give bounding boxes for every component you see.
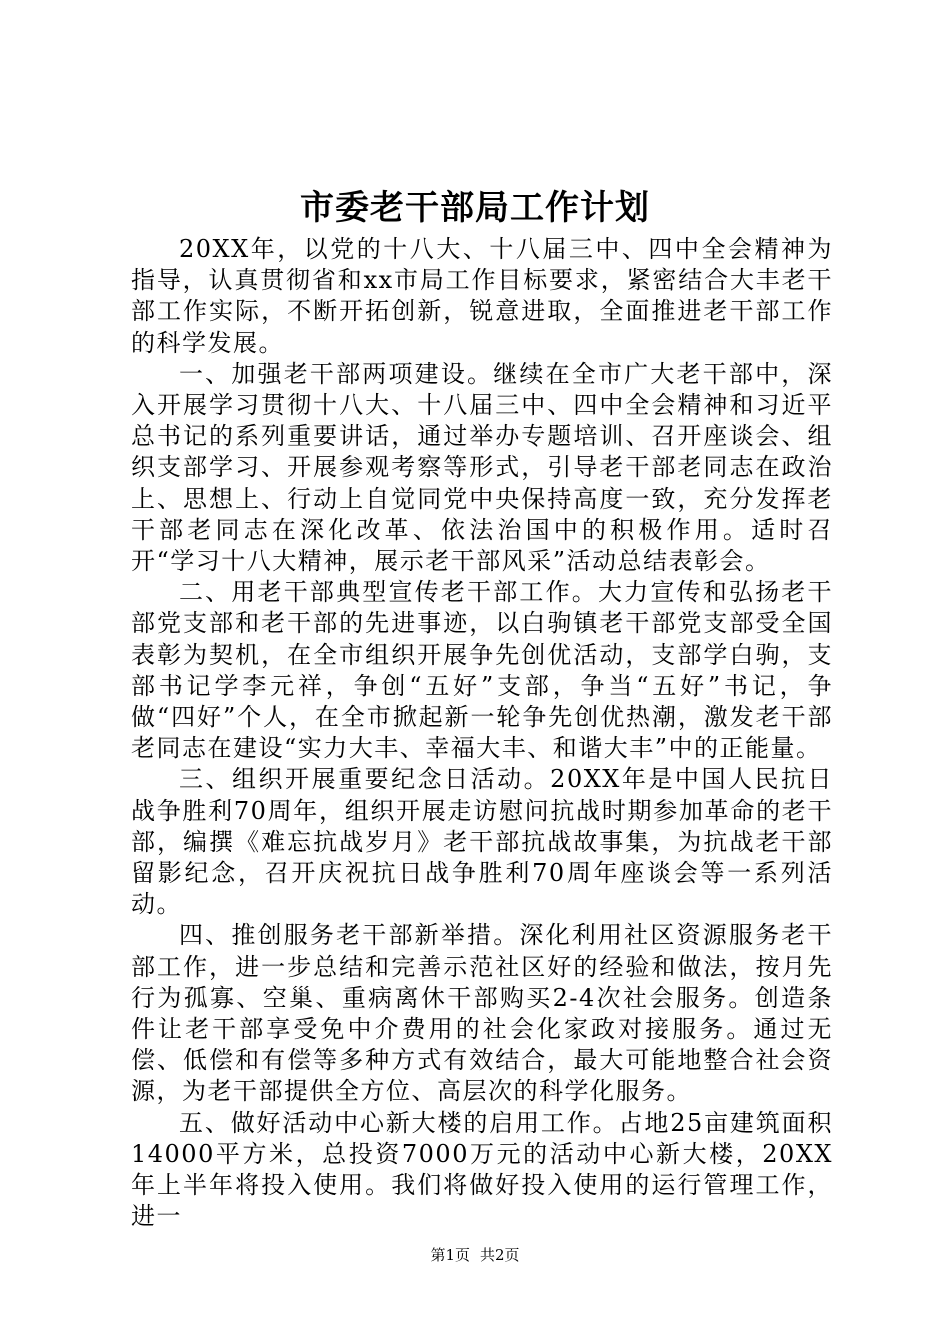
paragraph-section-3: 三、组织开展重要纪念日活动。20XX年是中国人民抗日战争胜利70周年，组织开展走访慰问抗战时期参加革命的老干部，编撰《难忘抗战岁月》老干部抗战故事集，为抗战老干部留影纪念，召开庆祝抗日战争胜利70周年座谈会等一系列活动。 xyxy=(131,765,833,919)
paragraph-section-1: 一、加强老干部两项建设。继续在全市广大老干部中，深入开展学习贯彻十八大、十八届三中、四中全会精神和习近平总书记的系列重要讲话，通过举办专题培训、召开座谈会、组织支部学习、开展参观考察等形式，引导老干部老同志在政治上、思想上、行动上自觉同党中央保持高度一致，充分发挥老干部老同志在深化改革、依法治国中的积极作用。适时召开“学习十八大精神，展示老干部风采”活动总结表彰会。 xyxy=(131,359,833,576)
page-total: 共2页 xyxy=(480,1246,520,1264)
paragraph-intro: 20XX年，以党的十八大、十八届三中、四中全会精神为指导，认真贯彻省和xx市局工作目标要求，紧密结合大丰老干部工作实际，不断开拓创新，锐意进取，全面推进老干部工作的科学发展。 xyxy=(131,235,833,357)
page-number: 第1页 xyxy=(430,1246,470,1264)
page-footer xyxy=(0,1245,950,1265)
paragraph-section-4: 四、推创服务老干部新举措。深化利用社区资源服务老干部工作，进一步总结和完善示范社区好的经验和做法，按月先行为孤寡、空巢、重病离休干部购买2-4次社会服务。创造条件让老干部享受免中介费用的社会化家政对接服务。通过无偿、低偿和有偿等多种方式有效结合，最大可能地整合社会资源，为老干部提供全方位、高层次的科学化服务。 xyxy=(131,921,833,1106)
document-body xyxy=(131,234,833,1233)
paragraph-section-2: 二、用老干部典型宣传老干部工作。大力宣传和弘扬老干部党支部和老干部的先进事迹，以白驹镇老干部党支部受全国表彰为契机，在全市组织开展争先创优活动，支部学白驹，支部书记学李元祥，争创“五好”支部，争当“五好”书记，争做“四好”个人，在全市掀起新一轮争先创优热潮，激发老干部老同志在建设“实力大丰、幸福大丰、和谐大丰”中的正能量。 xyxy=(131,578,833,763)
paragraph-section-5: 五、做好活动中心新大楼的启用工作。占地25亩建筑面积14000平方米，总投资7000万元的活动中心新大楼，20XX年上半年将投入使用。我们将做好投入使用的运行管理工作，进一 xyxy=(131,1108,833,1231)
document-title: 市委老干部局工作计划 xyxy=(300,188,650,228)
